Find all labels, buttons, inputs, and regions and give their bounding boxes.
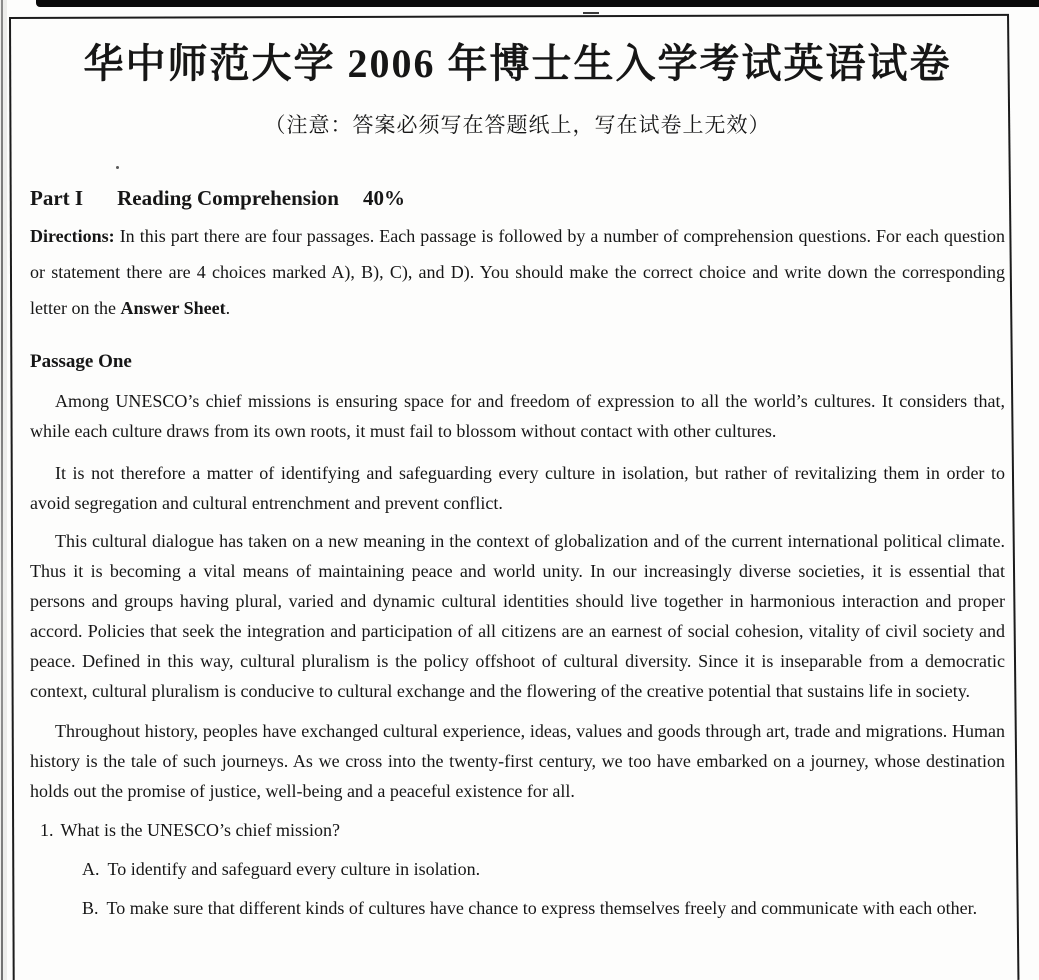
answer-sheet-emphasis: Answer Sheet: [120, 298, 226, 318]
part-i-name: Reading Comprehension: [117, 186, 339, 210]
question-1-text: What is the UNESCO’s chief mission?: [60, 820, 340, 840]
option-a-text: To identify and safeguard every culture in isolation.: [107, 859, 481, 879]
question-1-option-b: [82, 893, 1005, 924]
exam-notice: （注意：答案必须写在答题纸上，写在试卷上无效）: [264, 113, 771, 137]
directions-label: Directions:: [30, 226, 115, 246]
exam-content: [30, 28, 1005, 924]
passage-paragraph-2: It is not therefore a matter of identifying and safeguarding every culture in isolation, but rather of revitalizing them in order to avoid segregation and cultural entrenchment and prevent conflict.: [30, 463, 1005, 513]
scan-top-edge-bar: [36, 0, 1039, 7]
document-frame-right: [1007, 14, 1019, 980]
option-b-label: B.: [82, 898, 99, 918]
question-1: [30, 816, 1005, 924]
directions-paragraph: [30, 218, 1005, 326]
passage-paragraph-1: Among UNESCO’s chief missions is ensuring space for and freedom of expression to all the world’s cultures. It considers that, while each culture draws from its own roots, it must fail to blossom without contact with other cultures.: [30, 391, 1005, 441]
scan-speck: [583, 12, 599, 14]
option-b-text: To make sure that different kinds of cultures have chance to express themselves freely and communicate with each other.: [106, 898, 978, 918]
document-frame-top: [9, 14, 1009, 19]
passage-paragraph-4: Throughout history, peoples have exchanged cultural experience, ideas, values and goods through art, trade and migrations. Human history is the tale of such journeys. As we cross into the twenty-first century, we too have embarked on a journey, whose destination holds out the promise of justice, well-being and a peaceful existence for all.: [30, 721, 1005, 801]
passage-paragraph-3: This cultural dialogue has taken on a new meaning in the context of globalization and of the current international political climate. Thus it is becoming a vital means of maintaining peace and world unity. In our increasingly diverse societies, it is essential that persons and groups having plural, varied and dynamic cultural identities should live together in harmonious interaction and proper accord. Policies that seek the integration and participation of all citizens are an earnest of social cohesion, vitality of civil society and peace. Defined in this way, cultural pluralism is the policy offshoot of cultural diversity. Since it is inseparable from a democratic context, cultural pluralism is conducive to cultural exchange and the flowering of the creative potential that sustains life in society.: [30, 531, 1005, 701]
question-1-stem: [40, 816, 1005, 844]
scan-edge-line: [1, 0, 3, 980]
part-i-label: Part I: [30, 186, 84, 210]
option-a-label: A.: [82, 859, 100, 879]
part-i-weight: 40%: [362, 186, 405, 210]
question-1-number: 1.: [40, 820, 54, 840]
passage-one-heading: Passage One: [30, 351, 132, 372]
directions-tail: .: [225, 298, 231, 318]
question-1-option-a: [82, 854, 1005, 885]
part-i-heading: [30, 184, 1005, 212]
exam-title: 华中师范大学 2006 年博士生入学考试英语试卷: [83, 41, 952, 86]
directions-body: In this part there are four passages. Each passage is followed by a number of comprehension questions. For each question or statement there are 4 choices marked A), B), C), and D). You should make the correct choice and write down the corresponding letter on the: [30, 226, 1006, 318]
document-frame-left: [9, 17, 15, 980]
